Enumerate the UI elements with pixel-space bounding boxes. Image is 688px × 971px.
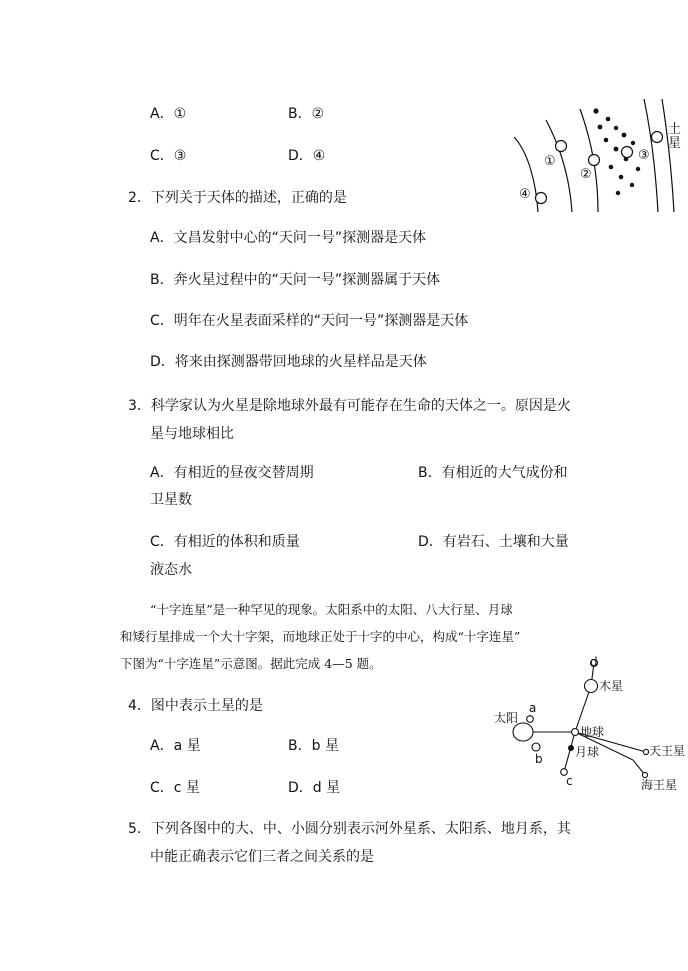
jupiter-symbol <box>585 680 598 693</box>
uranus-symbol <box>643 749 648 754</box>
planet-saturn <box>652 132 663 143</box>
label-a: a <box>529 701 537 715</box>
neptune-symbol <box>642 772 647 777</box>
planet-2 <box>589 155 600 166</box>
q2-stem: 2．下列关于天体的描述，正确的是 <box>128 190 347 206</box>
q4-option-d: D．d 星 <box>288 780 341 796</box>
passage-line1: “十字连星”是一种罕见的现象。太阳系中的太阳、八大行星、月球 <box>150 602 513 617</box>
q3-option-c: C．有相近的体积和质量 <box>150 534 300 550</box>
moon-label: 月球 <box>575 745 600 759</box>
jupiter-label: 木星 <box>599 679 624 693</box>
label-d: d <box>590 655 598 669</box>
earth-label: 地球 <box>580 725 605 739</box>
q1-option-b: B．② <box>288 106 325 122</box>
q5-stem-line2: 中能正确表示它们三者之间关系的是 <box>150 849 374 865</box>
cross-alignment-diagram <box>490 655 685 795</box>
marker-3: ③ <box>638 148 650 163</box>
sun-label: 太阳 <box>494 711 519 725</box>
q4-option-b: B．b 星 <box>288 738 339 754</box>
q1-option-d: D．④ <box>288 148 326 164</box>
marker-1: ① <box>544 154 556 169</box>
q3-option-d-line1: D．有岩石、土壤和大量 <box>418 534 569 550</box>
q3-stem-line1: 3．科学家认为火星是除地球外最有可能存在生命的天体之一。原因是火 <box>128 398 571 414</box>
q2-option-c: C．明年在火星表面采样的“天问一号”探测器是天体 <box>150 313 469 329</box>
q4-option-c: C．c 星 <box>150 780 200 796</box>
orbit-diagram <box>508 97 688 212</box>
q3-option-d-line2: 液态水 <box>150 562 192 578</box>
planet-1 <box>556 141 567 152</box>
planet-a <box>527 716 534 723</box>
q1-option-c: C．③ <box>150 148 187 164</box>
q2-option-b: B．奔火星过程中的“天问一号”探测器属于天体 <box>150 272 441 288</box>
label-b: b <box>535 752 543 766</box>
q2-option-a: A．文昌发射中心的“天问一号”探测器是天体 <box>150 230 427 246</box>
planet-4 <box>536 193 547 204</box>
marker-4: ④ <box>519 187 531 202</box>
q3-stem-line2: 星与地球相比 <box>150 426 234 442</box>
uranus-label: 天王星 <box>649 744 685 758</box>
neptune-label: 海王星 <box>641 778 678 792</box>
marker-2: ② <box>580 167 592 182</box>
q5-stem-line1: 5．下列各图中的大、中、小圆分别表示河外星系、太阳系、地月系，其 <box>128 821 571 837</box>
orbit-5 <box>662 99 674 212</box>
planet-b <box>532 743 540 751</box>
q2-option-d: D．将来由探测器带回地球的火星样品是天体 <box>150 354 427 370</box>
q3-option-b-line2: 卫星数 <box>150 492 192 508</box>
passage-line3: 下图为“十字连星”示意图。据此完成 4—5 题。 <box>120 656 382 671</box>
q3-option-b-line1: B．有相近的大气成份和 <box>418 465 568 481</box>
planet-3 <box>622 147 633 158</box>
q3-option-a: A．有相近的昼夜交替周期 <box>150 465 314 481</box>
moon-symbol <box>568 745 574 751</box>
label-c: c <box>566 774 573 788</box>
sun-symbol <box>513 723 533 741</box>
earth-symbol <box>572 729 579 736</box>
saturn-label-1: 土 <box>668 122 682 137</box>
saturn-label-2: 星 <box>668 136 682 151</box>
q1-option-a: A．① <box>150 106 187 122</box>
passage-line2: 和矮行星排成一个大十字架，而地球正处于十字的中心，构成“十字连星” <box>120 629 521 644</box>
q4-option-a: A．a 星 <box>150 738 201 754</box>
q4-stem: 4．图中表示土星的是 <box>128 698 263 714</box>
